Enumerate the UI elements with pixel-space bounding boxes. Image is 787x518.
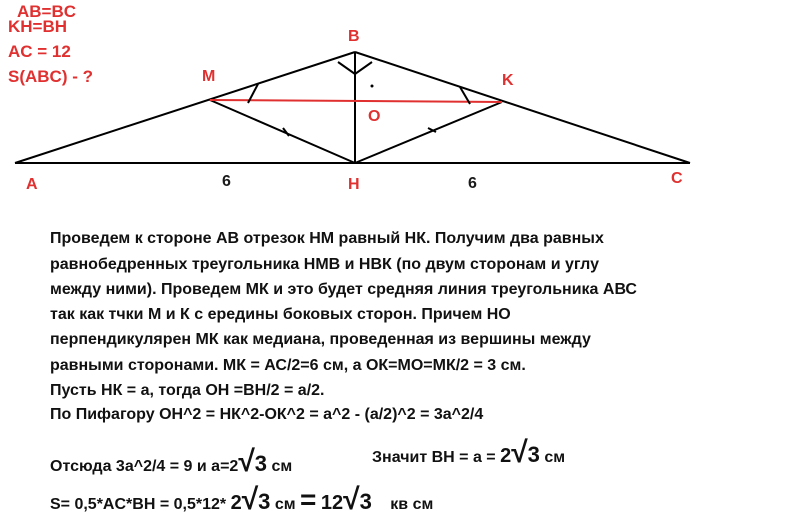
solution-line-5: перпендикулярен МК как медиана, проведенная из вершины между: [50, 331, 591, 348]
bh-coef: 2: [500, 445, 512, 467]
label-o: O: [368, 108, 381, 125]
area-result-coef: 12: [320, 492, 344, 514]
solution-line-7: Пусть НК = а, тогда ОН =ВН/2 = а/2.: [50, 382, 325, 399]
midline-mk: [210, 100, 502, 102]
right-angle-dot: [371, 85, 374, 88]
label-right-half: 6: [468, 175, 477, 192]
solution-line-10: [372, 436, 565, 470]
unit-cm: см: [274, 496, 296, 513]
unit-sq-cm: кв см: [390, 496, 434, 513]
label-h: H: [348, 176, 360, 193]
solution-line-11: [50, 483, 433, 517]
side-bc: [355, 52, 690, 163]
sqrt-3: √3: [511, 436, 540, 469]
solution-line-8: По Пифагору ОН^2 = НК^2-ОК^2 = а^2 - (а/2)^2 = 3а^2/4: [50, 406, 484, 423]
sqrt-3: √3: [241, 483, 271, 516]
solution-line-11-text: S= 0,5*AC*BH = 0,5*12*: [50, 496, 227, 513]
solution-line-4: так как тчки М и К с ередины боковых сторон. Причем НО: [50, 306, 511, 323]
solution-line-3: между ними). Проведем МК и это будет средняя линия треугольника АВС: [50, 281, 637, 298]
solution-line-9-text: Отсюда 3а^2/4 = 9 и а=2: [50, 458, 239, 475]
given-line-2: KH=BH: [8, 17, 68, 36]
given-line-3: AC = 12: [8, 42, 71, 61]
solution-line-1: Проведем к стороне АВ отрезок НМ равный НК. Получим два равных: [50, 230, 604, 247]
given-line-1: AB=BC: [17, 2, 77, 21]
label-a: A: [26, 176, 38, 193]
given-line-4: S(ABC) - ?: [8, 67, 93, 86]
label-left-half: 6: [222, 173, 231, 190]
equals-sign: =: [300, 484, 317, 515]
segment-hm: [210, 100, 355, 163]
solution-line-10-text: Значит ВН = а =: [372, 449, 496, 466]
solution-line-2: равнобедренных треугольника НМВ и НВК (по двум сторонам и углу: [50, 256, 600, 273]
label-c: C: [671, 170, 683, 187]
label-k: K: [502, 72, 514, 89]
solution-line-9: [50, 445, 292, 479]
area-coef: 2: [230, 492, 242, 514]
label-b: B: [348, 28, 360, 45]
unit-cm: см: [271, 458, 293, 475]
unit-cm: см: [544, 449, 566, 466]
solution-line-6: равными сторонами. МК = АС/2=6 см, а ОК=МО=МК/2 = 3 см.: [50, 357, 526, 374]
sqrt-3: √3: [238, 445, 268, 478]
triangle-figure: [0, 0, 787, 200]
sqrt-3: √3: [343, 483, 372, 516]
label-m: M: [202, 68, 216, 85]
